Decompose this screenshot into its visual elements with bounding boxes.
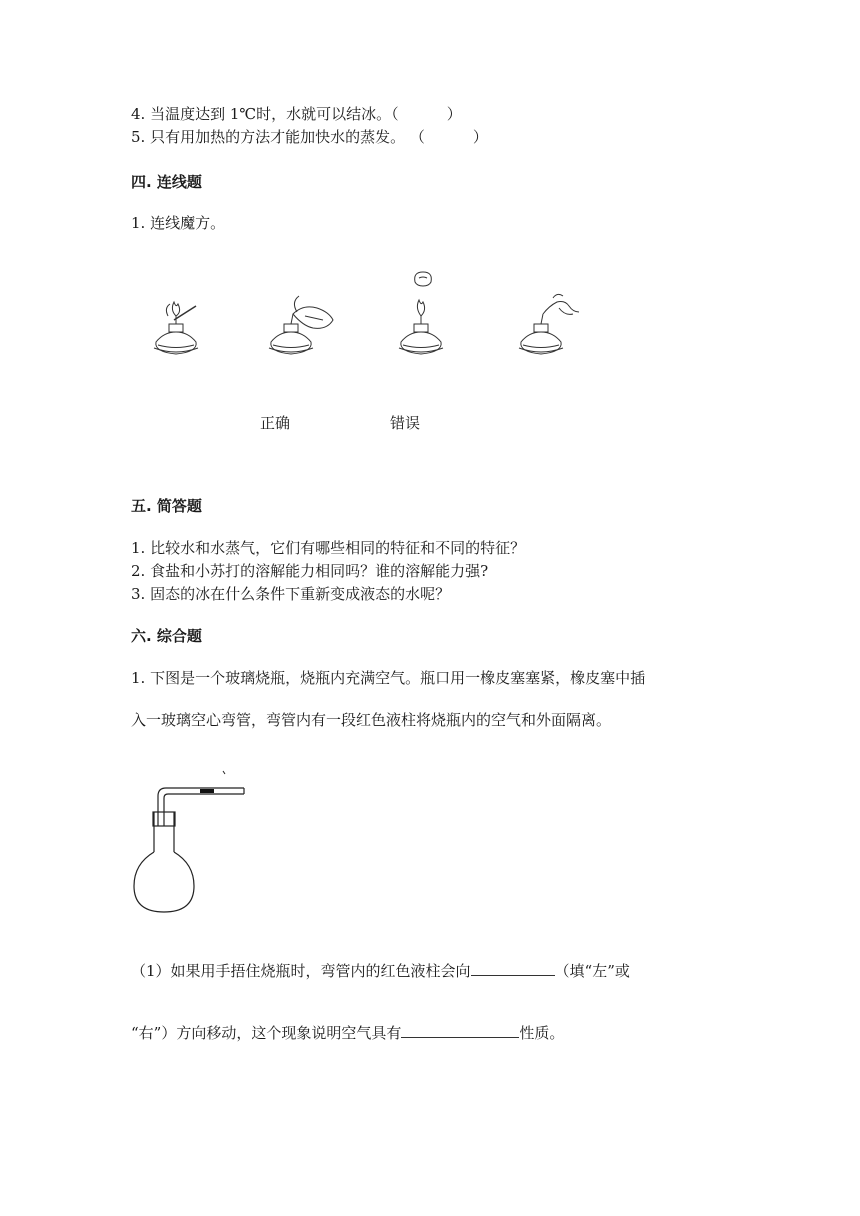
comprehensive-q1-line1: 1. 下图是一个玻璃烧瓶，烧瓶内充满空气。瓶口用一橡皮塞塞紧，橡皮塞中插 (131, 669, 646, 687)
question-5-text: 5. 只有用加热的方法才能加快水的蒸发。 （ (131, 128, 425, 146)
liquid-column (200, 789, 214, 793)
alcohol-lamp-1-image (148, 290, 208, 360)
subquestion-1-part1: （1）如果用手捂住烧瓶时，弯管内的红色液柱会向 (131, 962, 471, 980)
label-wrong: 错误 (390, 414, 421, 432)
short-answer-q1: 1. 比较水和水蒸气，它们有哪些相同的特征和不同的特征？ (131, 539, 526, 557)
question-5 (131, 127, 488, 147)
subquestion-1-line2 (131, 1023, 564, 1043)
section-heading-short-answer: 五. 简答题 (131, 497, 202, 515)
subquestion-1-part3: “右”）方向移动，这个现象说明空气具有 (131, 1024, 402, 1042)
question-4 (131, 104, 462, 124)
property-blank[interactable] (401, 1023, 519, 1038)
section-heading-matching: 四. 连线题 (131, 173, 202, 191)
subquestion-1-part2: （填“左”或 (554, 962, 630, 980)
alcohol-lamp-4-image (513, 290, 585, 360)
question-4-close: ） (446, 105, 462, 123)
short-answer-q3: 3. 固态的冰在什么条件下重新变成液态的水呢？ (131, 585, 451, 603)
short-answer-q2: 2. 食盐和小苏打的溶解能力相同吗？谁的溶解能力强? (131, 562, 489, 580)
label-correct: 正确 (260, 414, 291, 432)
comprehensive-q1-line2: 入一玻璃空心弯管，弯管内有一段红色液柱将烧瓶内的空气和外面隔离。 (131, 711, 612, 729)
subquestion-1-part4: 性质。 (519, 1024, 565, 1042)
alcohol-lamp-3-image (393, 268, 453, 360)
subquestion-1-line1 (131, 961, 630, 981)
flask-diagram (128, 766, 252, 918)
alcohol-lamp-2-image (263, 290, 343, 360)
question-5-close: ） (472, 128, 488, 146)
section-heading-comprehensive: 六. 综合题 (131, 627, 202, 645)
matching-question: 1. 连线魔方。 (131, 214, 226, 232)
question-4-text: 4. 当温度达到 1℃时，水就可以结冰。（ (131, 105, 399, 123)
direction-blank[interactable] (471, 961, 555, 976)
